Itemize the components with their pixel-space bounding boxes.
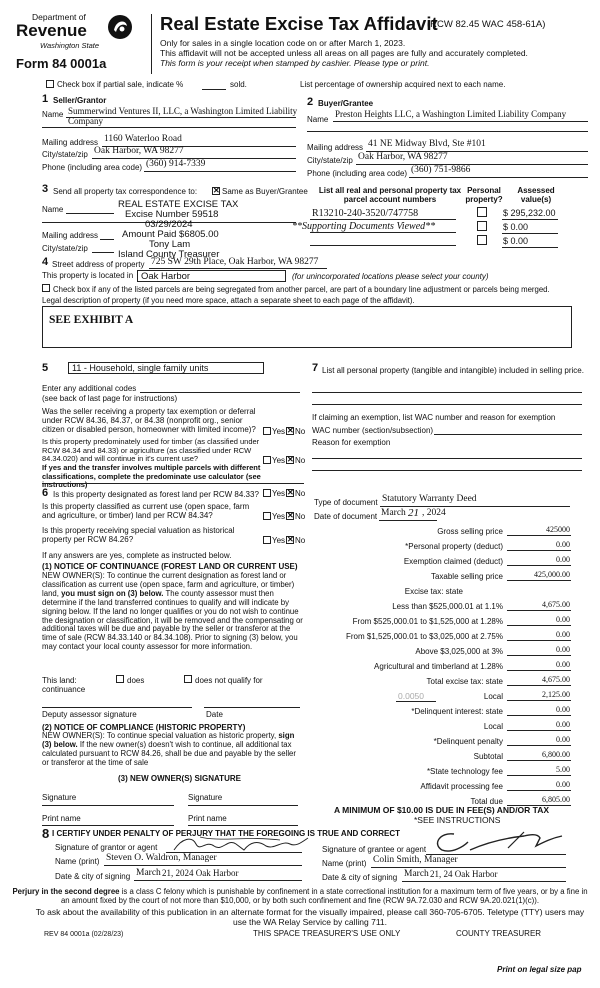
logo-state-text: Washington State <box>40 41 100 50</box>
gross-selling-price-value[interactable]: 425000 <box>546 525 570 534</box>
does-not-qualify-checkbox[interactable] <box>184 675 192 683</box>
processing-fee-value[interactable]: 0.00 <box>556 780 570 789</box>
see-instructions-note: *SEE INSTRUCTIONS <box>414 815 501 825</box>
doc-date-label: Date of document <box>314 512 378 521</box>
agricultural-value[interactable]: 0.00 <box>556 660 570 669</box>
notice-line-2: This affidavit will not be accepted unless all areas on all pages are fully and accurately completed. <box>160 48 528 58</box>
answers-note: If any answers are yes, complete as instructed below. <box>42 551 232 560</box>
taxable-selling-price-label: Taxable selling price <box>430 572 503 581</box>
seller-name-label: Name <box>42 110 64 119</box>
stamp-line-6: Island County Treasurer <box>118 249 220 260</box>
buyer-mailing-label: Mailing address <box>307 143 364 152</box>
does-label: does <box>127 676 145 685</box>
legal-description-label: Legal description of property (if you need more space, attach a separate sheet to each page of the affidavit). <box>42 296 415 305</box>
assessed-value-1[interactable]: $ 295,232.00 <box>503 208 556 218</box>
personal-property-checkbox-3[interactable] <box>477 235 487 245</box>
form-title: Real Estate Excise Tax Affidavit <box>160 13 438 34</box>
assessed-value-2[interactable]: $ 0.00 <box>503 222 529 232</box>
delinquent-penalty-value[interactable]: 0.00 <box>556 735 570 744</box>
does-qualify-checkbox[interactable] <box>116 675 124 683</box>
personal-property-header: Personal property? <box>465 186 503 204</box>
compliance-text-bold: sign (3) below. <box>42 731 295 749</box>
total-due-value[interactable]: 6,805.00 <box>542 795 570 804</box>
continuance-label: continuance <box>42 685 86 694</box>
tier2-value[interactable]: 0.00 <box>556 615 570 624</box>
exemption-claim-label: If claiming an exemption, list WAC number and reason for exemption <box>312 413 556 422</box>
located-in-label: This property is located in <box>42 271 134 280</box>
seller-name-field[interactable]: Summerwind Ventures II, LLC, a Washington Limited Liability <box>68 106 298 116</box>
seller-mailing-field[interactable]: 1160 Waterloo Road <box>104 134 182 144</box>
stamp-line-4: Amount Paid $6805.00 <box>122 229 219 240</box>
processing-fee-label: Affidavit processing fee <box>420 782 503 791</box>
compliance-text-a: NEW OWNER(S): To continue special valuation as historic property, <box>42 731 277 740</box>
grantee-signature[interactable] <box>428 828 568 856</box>
buyer-city-field[interactable]: Oak Harbor, WA 98277 <box>358 152 448 162</box>
correspondence-city-label: City/state/zip <box>42 244 88 253</box>
land-use-value: 11 - Household, single family units <box>72 363 209 373</box>
correspondence-section-number: 3 <box>42 183 49 195</box>
treasurer-use-label: THIS SPACE TREASURER'S USE ONLY <box>253 929 401 938</box>
street-address-field[interactable]: 725 SW 29th Place, Oak Harbor, WA 98277 <box>151 257 319 267</box>
delinquent-interest-state-value[interactable]: 0.00 <box>556 705 570 714</box>
street-address-label: Street address of property <box>52 260 145 269</box>
location-select[interactable] <box>137 270 286 282</box>
stamp-line-1: REAL ESTATE EXCISE TAX <box>118 199 239 210</box>
grantor-date-label: Date & city of signing <box>55 872 131 881</box>
exemption-no-checkbox[interactable] <box>286 427 294 435</box>
same-as-buyer-checkbox[interactable] <box>212 187 220 195</box>
exemption-no-label: No <box>295 427 306 436</box>
seller-phone-field[interactable]: (360) 914-7339 <box>146 159 206 169</box>
current-use-no-label: No <box>295 512 306 521</box>
land-use-select[interactable] <box>68 362 264 374</box>
legal-description-field[interactable] <box>42 306 572 348</box>
seller-mailing-label: Mailing address <box>42 138 99 147</box>
continuance-notice-title: (1) NOTICE OF CONTINUANCE (FOREST LAND OR CURRENT USE) <box>42 562 298 571</box>
continuance-notice-text <box>42 572 304 652</box>
current-use-yes-label: Yes <box>272 512 286 521</box>
current-use-no-checkbox[interactable] <box>286 512 294 520</box>
technology-fee-label: *State technology fee <box>426 767 503 776</box>
local-rate[interactable]: 0.0050 <box>398 691 424 701</box>
historic-yes-checkbox[interactable] <box>263 536 271 544</box>
total-excise-state-value[interactable]: 4,675.00 <box>542 675 570 684</box>
property-section-number: 4 <box>42 256 49 268</box>
exemption-claimed-value[interactable]: 0.00 <box>556 555 570 564</box>
tier1-value[interactable]: 4,675.00 <box>542 600 570 609</box>
tier4-value[interactable]: 0.00 <box>556 645 570 654</box>
correspondence-mailing-label: Mailing address <box>42 231 99 240</box>
logo-dept-text: Department of <box>32 12 86 22</box>
buyer-section-number: 2 <box>307 96 314 108</box>
owner-signature-label-1: Signature <box>42 793 77 802</box>
historic-no-checkbox[interactable] <box>286 536 294 544</box>
this-land-label: This land: <box>42 676 77 685</box>
unincorporated-note: (for unincorporated locations please select your county) <box>292 272 489 281</box>
delinquent-interest-state-label: *Delinquent interest: state <box>411 707 503 716</box>
compliance-text-b: If the new owner(s) doesn't wish to continue, all additional tax calculated pursuant to RCW 84.26, shall be due and payable by the seller or transferor at the time of sale <box>42 739 296 767</box>
stamp-line-5: Tony Lam <box>149 239 191 250</box>
perjury-bold: Perjury in the second degree <box>12 887 120 896</box>
personal-property-checkbox-2[interactable] <box>477 221 487 231</box>
buyer-city-label: City/state/zip <box>307 156 353 165</box>
supporting-docs-note: **Supporting Documents Viewed** <box>292 221 436 232</box>
partial-sale-checkbox[interactable] <box>46 80 54 88</box>
segregated-label: Check box if any of the listed parcels are being segregated from another parcel, are part of a boundary line adjustment or parcels being merged. <box>53 285 550 294</box>
seller-city-field[interactable]: Oak Harbor, WA 98277 <box>94 146 184 156</box>
local-tax-label: Local <box>483 692 503 701</box>
parcel-number-field[interactable]: R13210-240-3520/747758 <box>312 208 419 219</box>
timber-no-label: No <box>295 456 306 465</box>
county-treasurer-label: COUNTY TREASURER <box>456 929 542 938</box>
grantee-name-label: Name (print) <box>322 859 367 868</box>
current-use-question: Is this property classified as current use (open space, farm and agriculture, or timber) land per RCW 84.34? <box>42 502 250 520</box>
assessed-value-header: Assessed value(s) <box>517 186 555 204</box>
additional-codes-note: (see back of last page for instructions) <box>42 394 178 403</box>
forest-yes-label: Yes <box>272 489 286 498</box>
grantee-date-label: Date & city of signing <box>322 873 398 882</box>
deputy-date-label: Date <box>206 710 223 719</box>
grantor-date-month[interactable]: March <box>136 868 161 878</box>
buyer-phone-field[interactable]: (360) 751-9866 <box>411 165 471 175</box>
timber-no-checkbox[interactable] <box>286 456 294 464</box>
partial-sold-label: sold. <box>230 80 247 89</box>
owner-print-label-1: Print name <box>42 814 81 823</box>
compliance-notice-text <box>42 732 304 768</box>
notice-line-1: Only for sales in a single location code on or after March 1, 2023. <box>160 38 406 48</box>
doc-date-day[interactable]: 21 <box>408 507 419 519</box>
tier3-label: From $1,525,000.01 to $3,025,000 at 2.75% <box>345 632 503 641</box>
doc-date-year[interactable]: , 2024 <box>422 508 446 518</box>
subtotal-label: Subtotal <box>473 752 503 761</box>
correspondence-label: Send all property tax correspondence to: <box>53 187 198 196</box>
agricultural-label: Agricultural and timberland at 1.28% <box>374 662 503 671</box>
grantee-date-rest[interactable]: 21, 24 Oak Harbor <box>430 869 498 879</box>
grantee-name-field[interactable]: Colin Smith, Manager <box>373 855 458 865</box>
grantor-name-label: Name (print) <box>55 857 100 866</box>
grantee-date-month[interactable]: March <box>404 869 429 879</box>
excise-tax-state-label: Excise tax: state <box>404 587 463 596</box>
continuance-text-b: The county assessor must then determine if the land transferred continues to qualify and will indicate by signing below. If the land no longer qualifies or you do not wish to continue the designation or classification, it will be removed and the compensating or additional taxes will be due and payable by the seller or transferor at the time of sale (RCW 84.33.140 or 84.34.108). Prior to signing (3) below, you may contact your local county assessor for more information. <box>42 588 303 652</box>
certification-statement: I CERTIFY UNDER PENALTY OF PERJURY THAT THE FOREGOING IS TRUE AND CORRECT <box>52 829 401 838</box>
owner-print-label-2: Print name <box>188 814 227 823</box>
local-tax-value[interactable]: 2,125.00 <box>542 690 570 699</box>
form-statute: (RCW 82.45 WAC 458-61A) <box>427 19 546 30</box>
delinquent-interest-local-label: Local <box>483 722 503 731</box>
forest-question: Is this property designated as forest land per RCW 84.33? <box>53 490 259 499</box>
grantor-date-rest[interactable]: 21, 2024 Oak Harbor <box>162 868 239 878</box>
historic-question: Is this property receiving special valuation as historical property per RCW 84.26? <box>42 526 235 544</box>
continuance-text-bold: you must sign on (3) below. <box>61 588 164 598</box>
grantor-name-field[interactable]: Steven O. Waldron, Manager <box>106 853 217 863</box>
buyer-name-field[interactable]: Preston Heights LLC, a Washington Limited Liability Company <box>335 109 567 119</box>
legal-size-note: Print on legal size pap <box>497 965 582 974</box>
notice-line-3: This form is your receipt when stamped by cashier. Please type or print. <box>160 58 430 68</box>
correspondence-name-label: Name <box>42 205 64 214</box>
does-not-qualify-label: does not qualify for <box>195 676 263 685</box>
historic-yes-label: Yes <box>272 536 286 545</box>
tier1-label: Less than $525,000.01 at 1.1% <box>392 602 503 611</box>
parcel-header: List all real and personal property tax parcel account numbers <box>318 186 462 204</box>
deputy-signature-label: Deputy assessor signature <box>42 710 137 719</box>
delinquent-penalty-label: *Delinquent penalty <box>433 737 503 746</box>
partial-sale-label: Check box if partial sale, indicate % <box>57 80 184 89</box>
owner-signature-label-2: Signature <box>188 793 223 802</box>
subtotal-value[interactable]: 6,800.00 <box>542 750 570 759</box>
availability-note: To ask about the availability of this publication in an alternate format for the visually impaired, please call 360-705-6705. Teletype (TTY) users may use the WA Relay Service by calling 711. <box>35 907 585 927</box>
personal-property-section-number: 7 <box>312 362 319 374</box>
timber-question-bold: If yes and the transfer involves multiple parcels with different classifications, complete the predominate use calculator (see instructions) <box>42 463 261 489</box>
seller-section-number: 1 <box>42 93 49 105</box>
taxable-selling-price-value[interactable]: 425,000.00 <box>534 570 570 579</box>
doc-date-month[interactable]: March <box>381 508 406 518</box>
location-select-value: Oak Harbor <box>141 271 191 282</box>
seller-name-field-line2[interactable]: Company <box>68 116 103 126</box>
tier2-label: From $525,000.01 to $1,525,000 at 1.28% <box>352 617 503 626</box>
timber-question: Is this property predominately used for timber (as classified under RCW 84.34 and 84.33) or agriculture (as classified under RCW 84.34.020) and will continue in it's current use? <box>42 437 260 463</box>
personal-property-checkbox-1[interactable] <box>477 207 487 217</box>
dor-logo <box>14 12 142 52</box>
total-excise-state-label: Total excise tax: state <box>426 677 503 686</box>
exemption-question: Was the seller receiving a property tax exemption or deferral under RCW 84.36, 84.37, or 84.38 (nonprofit org., senior citizen or disabled person, homeowner with limited income)? <box>42 407 256 434</box>
compliance-notice-title: (2) NOTICE OF COMPLIANCE (HISTORIC PROPERTY) <box>42 723 246 732</box>
exemption-reason-label: Reason for exemption <box>312 438 391 447</box>
timber-yes-checkbox[interactable] <box>263 456 271 464</box>
legal-description-text: SEE EXHIBIT A <box>49 314 134 326</box>
assessed-value-3[interactable]: $ 0.00 <box>503 236 529 246</box>
seller-city-label: City/state/zip <box>42 150 88 159</box>
land-use-section-number: 5 <box>42 362 49 374</box>
doc-type-label: Type of document <box>314 498 378 507</box>
personal-property-deduct-label: *Personal property (deduct) <box>405 542 503 551</box>
historic-no-label: No <box>295 536 306 545</box>
forest-yes-checkbox[interactable] <box>263 489 271 497</box>
exemption-claimed-label: Exemption claimed (deduct) <box>403 557 503 566</box>
forest-section-number: 6 <box>42 487 49 499</box>
buyer-name-label: Name <box>307 115 329 124</box>
new-owner-signature-title: (3) NEW OWNER(S) SIGNATURE <box>118 774 241 783</box>
same-as-buyer-label: Same as Buyer/Grantee <box>222 187 308 196</box>
forest-no-checkbox[interactable] <box>286 489 294 497</box>
technology-fee-value[interactable]: 5.00 <box>556 765 570 774</box>
continuance-text-a: NEW OWNER(S): To continue the current designation as forest land or classification as current use (open space, farm and agriculture, or timber) land, <box>42 571 295 598</box>
total-due-label: Total due <box>470 797 503 806</box>
logo-swirl-icon <box>107 14 133 40</box>
personal-property-label: List all personal property (tangible and intangible) included in selling price. <box>322 366 584 375</box>
exemption-yes-checkbox[interactable] <box>263 427 271 435</box>
buyer-heading: Buyer/Grantee <box>318 99 374 108</box>
logo-revenue-text: Revenue <box>16 21 87 40</box>
additional-codes-label: Enter any additional codes <box>42 384 137 393</box>
timber-yes-label: Yes <box>272 456 286 465</box>
perjury-statement <box>12 887 588 905</box>
forest-no-label: No <box>295 489 306 498</box>
seller-heading: Seller/Grantor <box>53 96 107 105</box>
wac-number-label: WAC number (section/subsection) <box>312 426 434 435</box>
minimum-fee-note: A MINIMUM OF $10.00 IS DUE IN FEE(S) AND/OR TAX <box>334 805 550 815</box>
certification-section-number: 8 <box>42 826 50 841</box>
form-number: Form 84 0001a <box>16 56 107 71</box>
buyer-mailing-field[interactable]: 41 NE Midway Blvd, Ste #101 <box>368 139 486 149</box>
current-use-yes-checkbox[interactable] <box>263 512 271 520</box>
tier4-label: Above $3,025,000 at 3% <box>415 647 503 656</box>
buyer-phone-label: Phone (including area code) <box>307 169 408 178</box>
gross-selling-price-label: Gross selling price <box>437 527 503 536</box>
revision-number: REV 84 0001a (02/28/23) <box>44 931 124 938</box>
grantee-signature-label: Signature of grantee or agent <box>322 845 427 854</box>
personal-property-deduct-value[interactable]: 0.00 <box>556 540 570 549</box>
exemption-yes-label: Yes <box>272 427 286 436</box>
ownership-note: List percentage of ownership acquired next to each name. <box>300 80 506 89</box>
segregated-checkbox[interactable] <box>42 284 50 292</box>
stamp-line-2: Excise Number 59518 <box>125 209 219 220</box>
seller-phone-label: Phone (including area code) <box>42 163 143 172</box>
grantor-signature-label: Signature of grantor or agent <box>55 843 158 852</box>
stamp-line-3: 03/29/2024 <box>145 219 193 230</box>
doc-type-field[interactable]: Statutory Warranty Deed <box>382 494 477 504</box>
delinquent-interest-local-value[interactable]: 0.00 <box>556 720 570 729</box>
tier3-value[interactable]: 0.00 <box>556 630 570 639</box>
perjury-text: is a class C felony which is punishable by confinement in a state correctional institution for a maximum term of five years, or by a fine in an amount fixed by the court of not more than $10,000, or by both such confinement and fine (RCW 9A.72.030 and RCW 9A.20.021(1)(c)). <box>60 887 588 905</box>
